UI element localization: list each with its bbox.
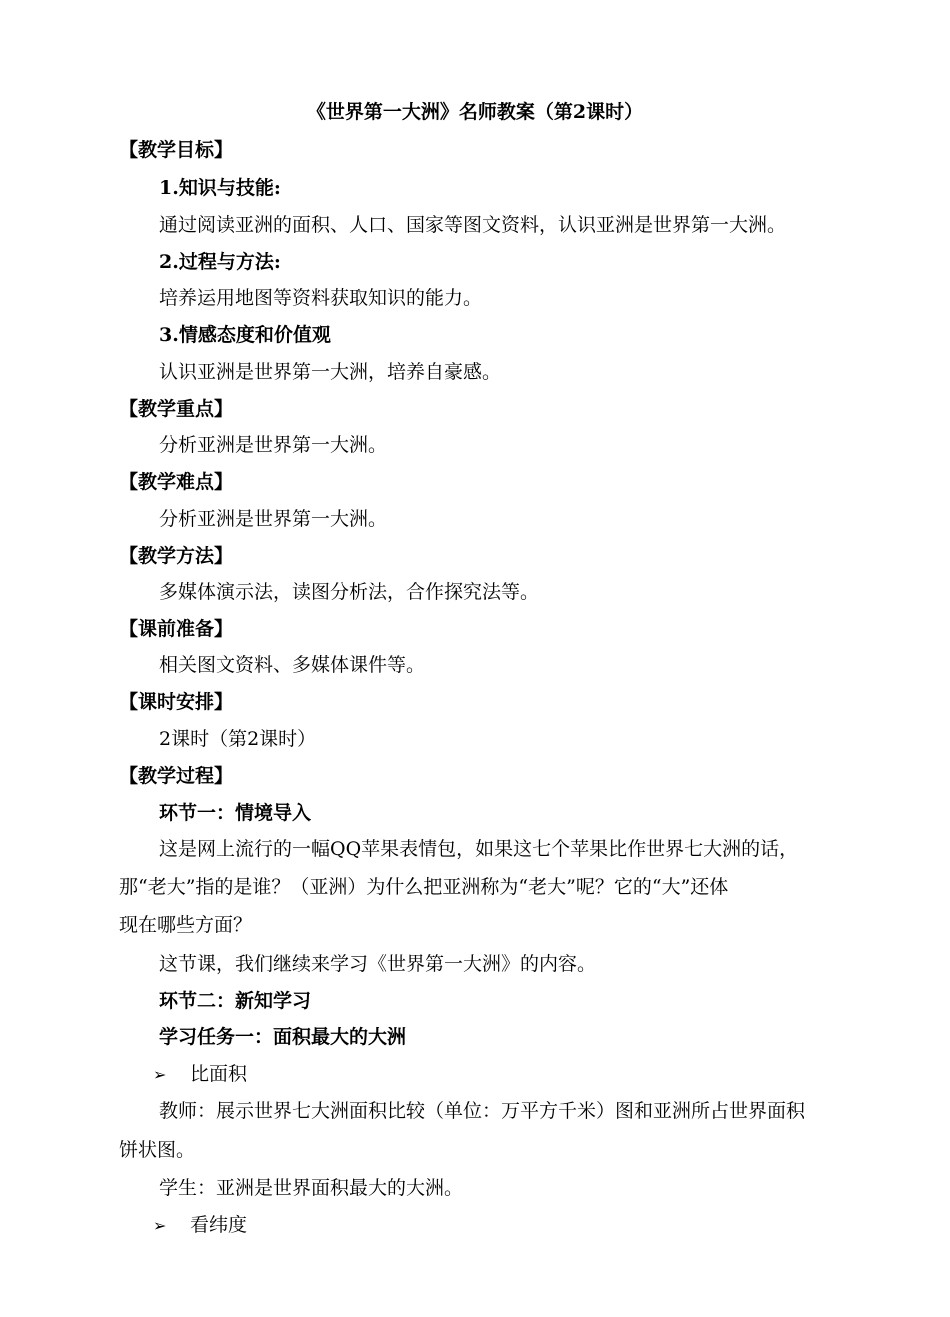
goal2-heading: 2.过程与方法:	[159, 251, 281, 273]
student-text: 学生：亚洲是世界面积最大的大洲。	[159, 1177, 464, 1199]
section-heading-methods: 【教学方法】	[119, 545, 234, 567]
goal1-heading: 1.知识与技能:	[159, 177, 281, 199]
bullet-item-compare-area: 比面积	[190, 1063, 248, 1085]
section-heading-difficulties: 【教学难点】	[119, 471, 234, 493]
step1-paragraph-line: 这是网上流行的一幅QQ苹果表情包，如果这七个苹果比作世界七大洲的话，	[159, 838, 799, 860]
goal3-text: 认识亚洲是世界第一大洲，培养自豪感。	[159, 361, 502, 383]
schedule-text: 2课时（第2课时）	[159, 728, 317, 750]
difficulties-text: 分析亚洲是世界第一大洲。	[159, 508, 388, 530]
step1-paragraph-line: 那“老大”指的是谁？（亚洲）为什么把亚洲称为“老大”呢？它的“大”还体	[119, 876, 729, 898]
step2-heading: 环节二：新知学习	[159, 990, 312, 1012]
section-heading-key-points: 【教学重点】	[119, 398, 234, 420]
step1-heading: 环节一：情境导入	[159, 802, 312, 824]
section-heading-schedule: 【课时安排】	[119, 691, 234, 713]
teacher-text-line: 教师：展示世界七大洲面积比较（单位：万平方千米）图和亚洲所占世界面积	[159, 1100, 806, 1122]
preparation-text: 相关图文资料、多媒体课件等。	[159, 654, 426, 676]
bullet-item-latitude: 看纬度	[190, 1214, 248, 1236]
document-title: 《世界第一大洲》名师教案（第2课时）	[306, 101, 644, 123]
section-heading-preparation: 【课前准备】	[119, 618, 234, 640]
goal2-text: 培养运用地图等资料获取知识的能力。	[159, 287, 483, 309]
arrow-bullet-icon: ➢	[153, 1216, 167, 1235]
section-heading-process: 【教学过程】	[119, 765, 234, 787]
key-points-text: 分析亚洲是世界第一大洲。	[159, 434, 388, 456]
arrow-bullet-icon: ➢	[153, 1065, 167, 1084]
goal1-text: 通过阅读亚洲的面积、人口、国家等图文资料，认识亚洲是世界第一大洲。	[159, 214, 787, 236]
teacher-text-line: 饼状图。	[119, 1139, 196, 1161]
task1-heading: 学习任务一：面积最大的大洲	[159, 1026, 407, 1048]
goal3-heading: 3.情感态度和价值观	[159, 324, 331, 346]
section-heading-goals: 【教学目标】	[119, 139, 234, 161]
step1-paragraph-line: 现在哪些方面？	[119, 914, 253, 936]
step1-paragraph2: 这节课，我们继续来学习《世界第一大洲》的内容。	[159, 953, 597, 975]
methods-text: 多媒体演示法，读图分析法，合作探究法等。	[159, 581, 540, 603]
